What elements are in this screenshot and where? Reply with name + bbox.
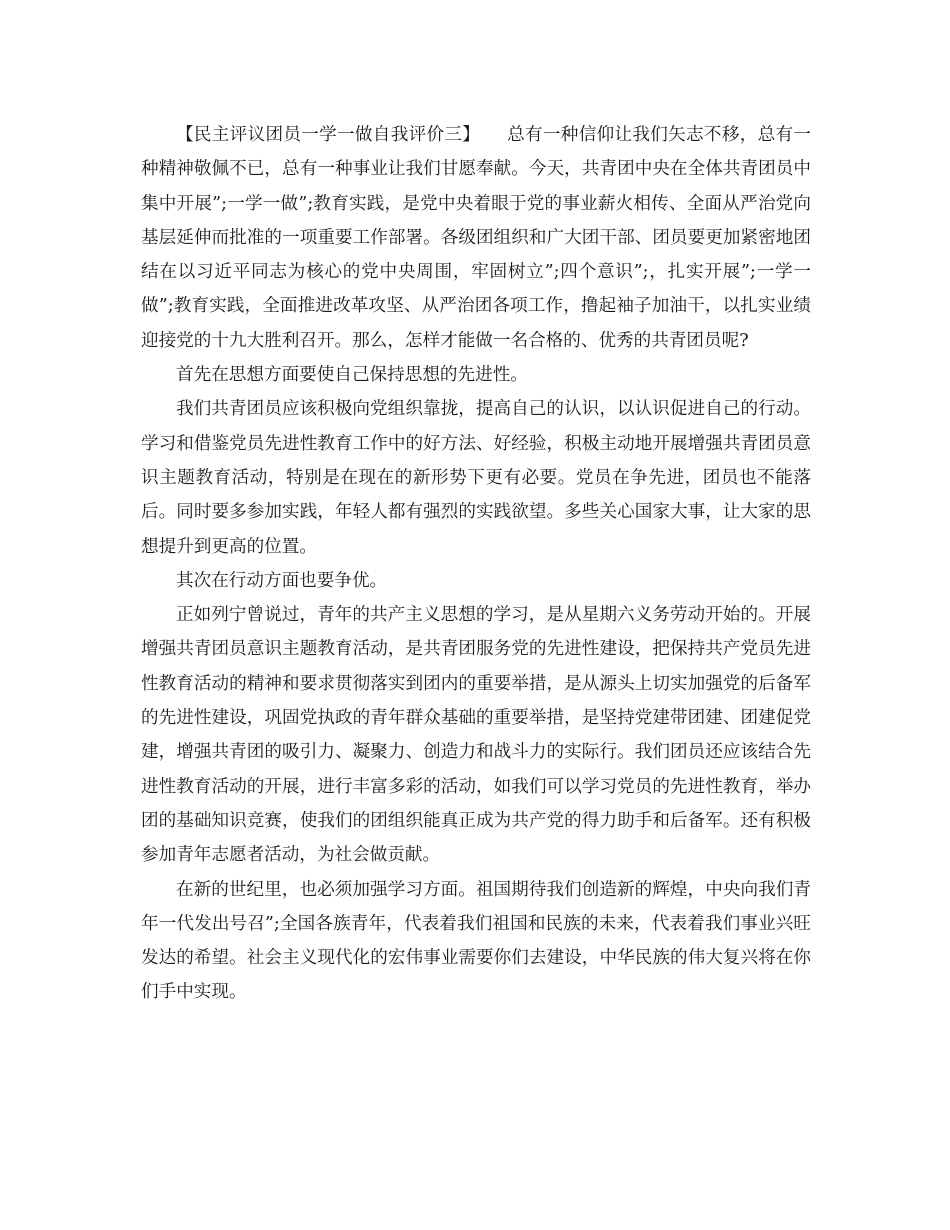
paragraph-action-body: 正如列宁曾说过，青年的共产主义思想的学习，是从星期六义务劳动开始的。开展增强共青团员意识主题教育活动，是共青团服务党的先进性建设，把保持共产党员先进性教育活动的精神和要求贯彻落实到团内的重要举措，是从源头上切实加强党的后备军的先进性建设，巩固党执政的青年群众基础的重要举措，是坚持党建带团建、团建促党建，增强共青团的吸引力、凝聚力、创造力和战斗力的实际行。我们团员还应该结合先进性教育活动的开展，进行丰富多彩的活动，如我们可以学习党员的先进性教育，举办团的基础知识竞赛，使我们的团组织能真正成为共产党的得力助手和后备军。还有积极参加青年志愿者活动，为社会做贡献。	[141, 605, 811, 866]
paragraph-intro: 【民主评议团员一学一做自我评价三】 总有一种信仰让我们矢志不移，总有一种精神敬佩不已，总有一种事业让我们甘愿奉献。今天，共青团中央在全体共青团员中集中开展”;一学一做”;教育实践，是党中央着眼于党的事业薪火相传、全面从严治党向基层延伸而批准的一项重要工作部署。各级团组织和广大团干部、团员要更加紧密地团结在以习近平同志为核心的党中央周围，牢固树立”;四个意识”;，扎实开展”;一学一做”;教育实践，全面推进改革攻坚、从严治团各项工作，撸起袖子加油干，以扎实业绩迎接党的十九大胜利召开。那么，怎样才能做一名合格的、优秀的共青团员呢?	[141, 125, 811, 351]
paragraph-action-heading: 其次在行动方面也要争优。	[176, 570, 388, 591]
paragraph-study-body: 在新的世纪里，也必须加强学习方面。祖国期待我们创造新的辉煌，中央向我们青年一代发出号召”;全国各族青年，代表着我们祖国和民族的未来，代表着我们事业兴旺发达的希望。社会主义现代化的宏伟事业需要你们去建设，中华民族的伟大复兴将在你们手中实现。	[141, 879, 811, 1003]
document-body	[141, 118, 811, 1010]
paragraph-thought-body: 我们共青团员应该积极向党组织靠拢，提高自己的认识，以认识促进自己的行动。学习和借鉴党员先进性教育工作中的好方法、好经验，积极主动地开展增强共青团员意识主题教育活动，特别是在现在的新形势下更有必要。党员在争先进，团员也不能落后。同时要多参加实践，年轻人都有强烈的实践欲望。多些关心国家大事，让大家的思想提升到更高的位置。	[141, 399, 811, 557]
paragraph-thought-heading: 首先在思想方面要使自己保持思想的先进性。	[176, 365, 528, 386]
